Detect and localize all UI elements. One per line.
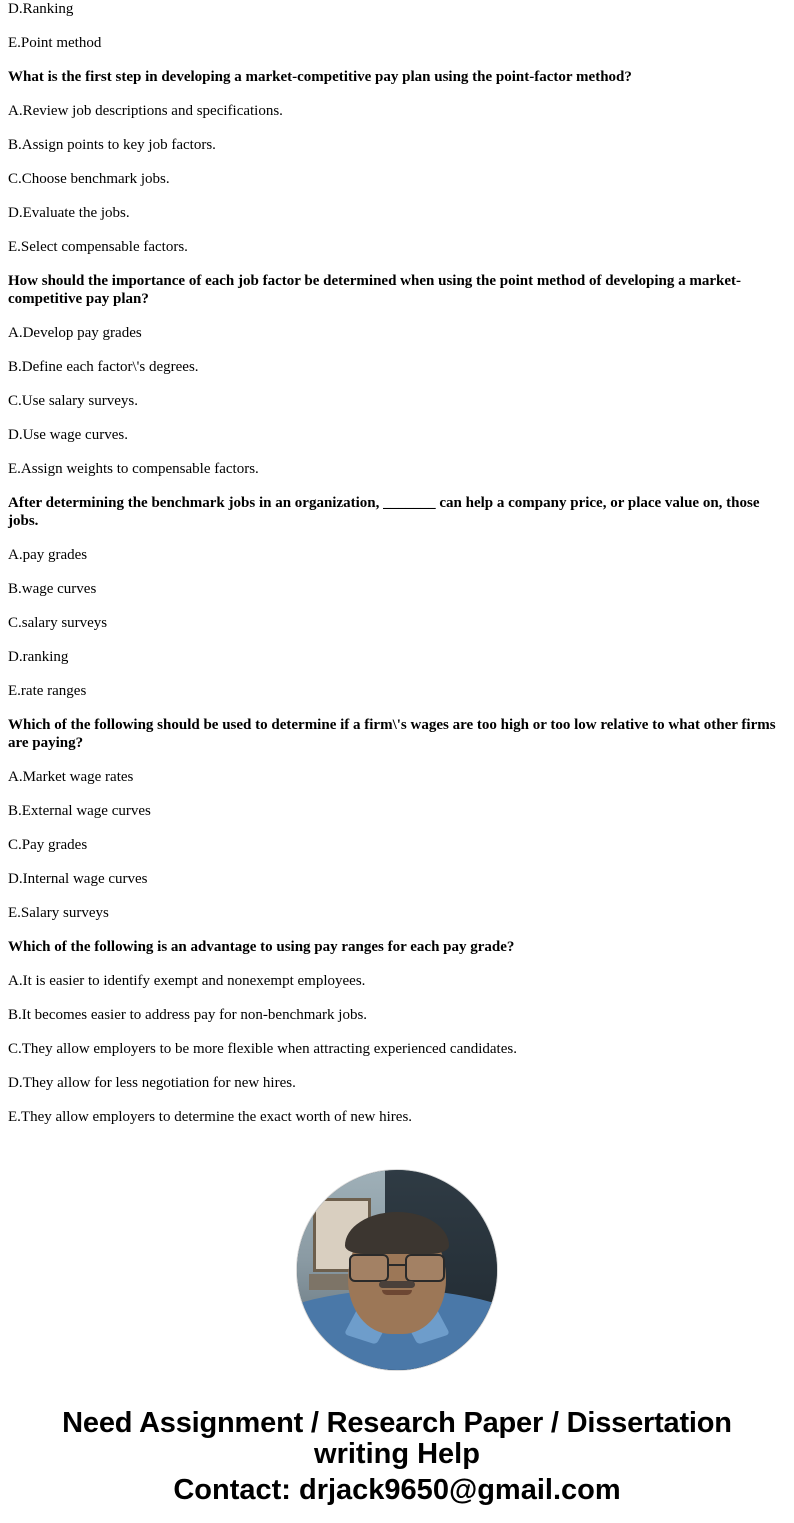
- glasses-lens-left: [349, 1254, 389, 1282]
- portrait-mustache: [379, 1281, 415, 1288]
- author-portrait: [297, 1170, 497, 1370]
- cta-line-2: writing Help: [314, 1438, 480, 1470]
- option-item: B.Assign points to key job factors.: [8, 137, 216, 153]
- question-stem: What is the first step in developing a market-competitive pay plan using the point-factor method?: [8, 69, 632, 85]
- option-item: E.Salary surveys: [8, 905, 109, 921]
- option-item: C.Choose benchmark jobs.: [8, 171, 170, 187]
- question-stem: Which of the following should be used to determine if a firm\'s wages are too high or too low relative to what other firms are paying?: [8, 717, 776, 751]
- option-item: B.Define each factor\'s degrees.: [8, 359, 199, 375]
- glasses-lens-right: [405, 1254, 445, 1282]
- cta-line-1: Need Assignment / Research Paper / Dissertation: [62, 1407, 732, 1439]
- option-item: A.pay grades: [8, 547, 88, 563]
- option-item: A.It is easier to identify exempt and nonexempt employees.: [8, 973, 366, 989]
- option-item: B.It becomes easier to address pay for non-benchmark jobs.: [8, 1007, 368, 1023]
- option-item: B.External wage curves: [8, 803, 151, 819]
- option-item: D.Ranking: [8, 1, 74, 17]
- option-item: E.Point method: [8, 35, 102, 51]
- question-stem: How should the importance of each job factor be determined when using the point method of developing a market-competitive pay plan?: [8, 273, 742, 307]
- option-item: C.They allow employers to be more flexible when attracting experienced candidates.: [8, 1041, 517, 1057]
- option-item: B.wage curves: [8, 581, 97, 597]
- option-item: E.They allow employers to determine the exact worth of new hires.: [8, 1109, 413, 1125]
- question-block: [8, 494, 786, 700]
- option-item: A.Develop pay grades: [8, 325, 142, 341]
- option-item: A.Market wage rates: [8, 769, 134, 785]
- option-item: C.salary surveys: [8, 615, 108, 631]
- call-to-action: [8, 1408, 786, 1508]
- option-item: D.Internal wage curves: [8, 871, 148, 887]
- option-item: C.Use salary surveys.: [8, 393, 138, 409]
- glasses-bridge: [387, 1264, 407, 1266]
- option-item: E.Assign weights to compensable factors.: [8, 461, 259, 477]
- option-item: D.ranking: [8, 649, 69, 665]
- option-item: D.They allow for less negotiation for new hires.: [8, 1075, 296, 1091]
- option-item: C.Pay grades: [8, 837, 88, 853]
- cta-contact-email[interactable]: Contact: drjack9650@gmail.com: [173, 1474, 621, 1506]
- question-stem: After determining the benchmark jobs in an organization, _______ can help a company price, or place value on, those jobs.: [8, 495, 760, 529]
- option-item: A.Review job descriptions and specifications.: [8, 103, 283, 119]
- question-block: [8, 68, 786, 256]
- option-item: D.Evaluate the jobs.: [8, 205, 130, 221]
- question-stem: Which of the following is an advantage to using pay ranges for each pay grade?: [8, 939, 515, 955]
- option-item: D.Use wage curves.: [8, 427, 128, 443]
- question-block: [8, 938, 786, 1126]
- question-block: [8, 716, 786, 922]
- option-item: E.rate ranges: [8, 683, 87, 699]
- glasses-icon: [349, 1254, 445, 1278]
- portrait-container: [8, 1170, 786, 1370]
- leading-partial-options: [8, 0, 786, 52]
- question-block: [8, 272, 786, 478]
- portrait-mouth: [382, 1290, 412, 1295]
- option-item: E.Select compensable factors.: [8, 239, 188, 255]
